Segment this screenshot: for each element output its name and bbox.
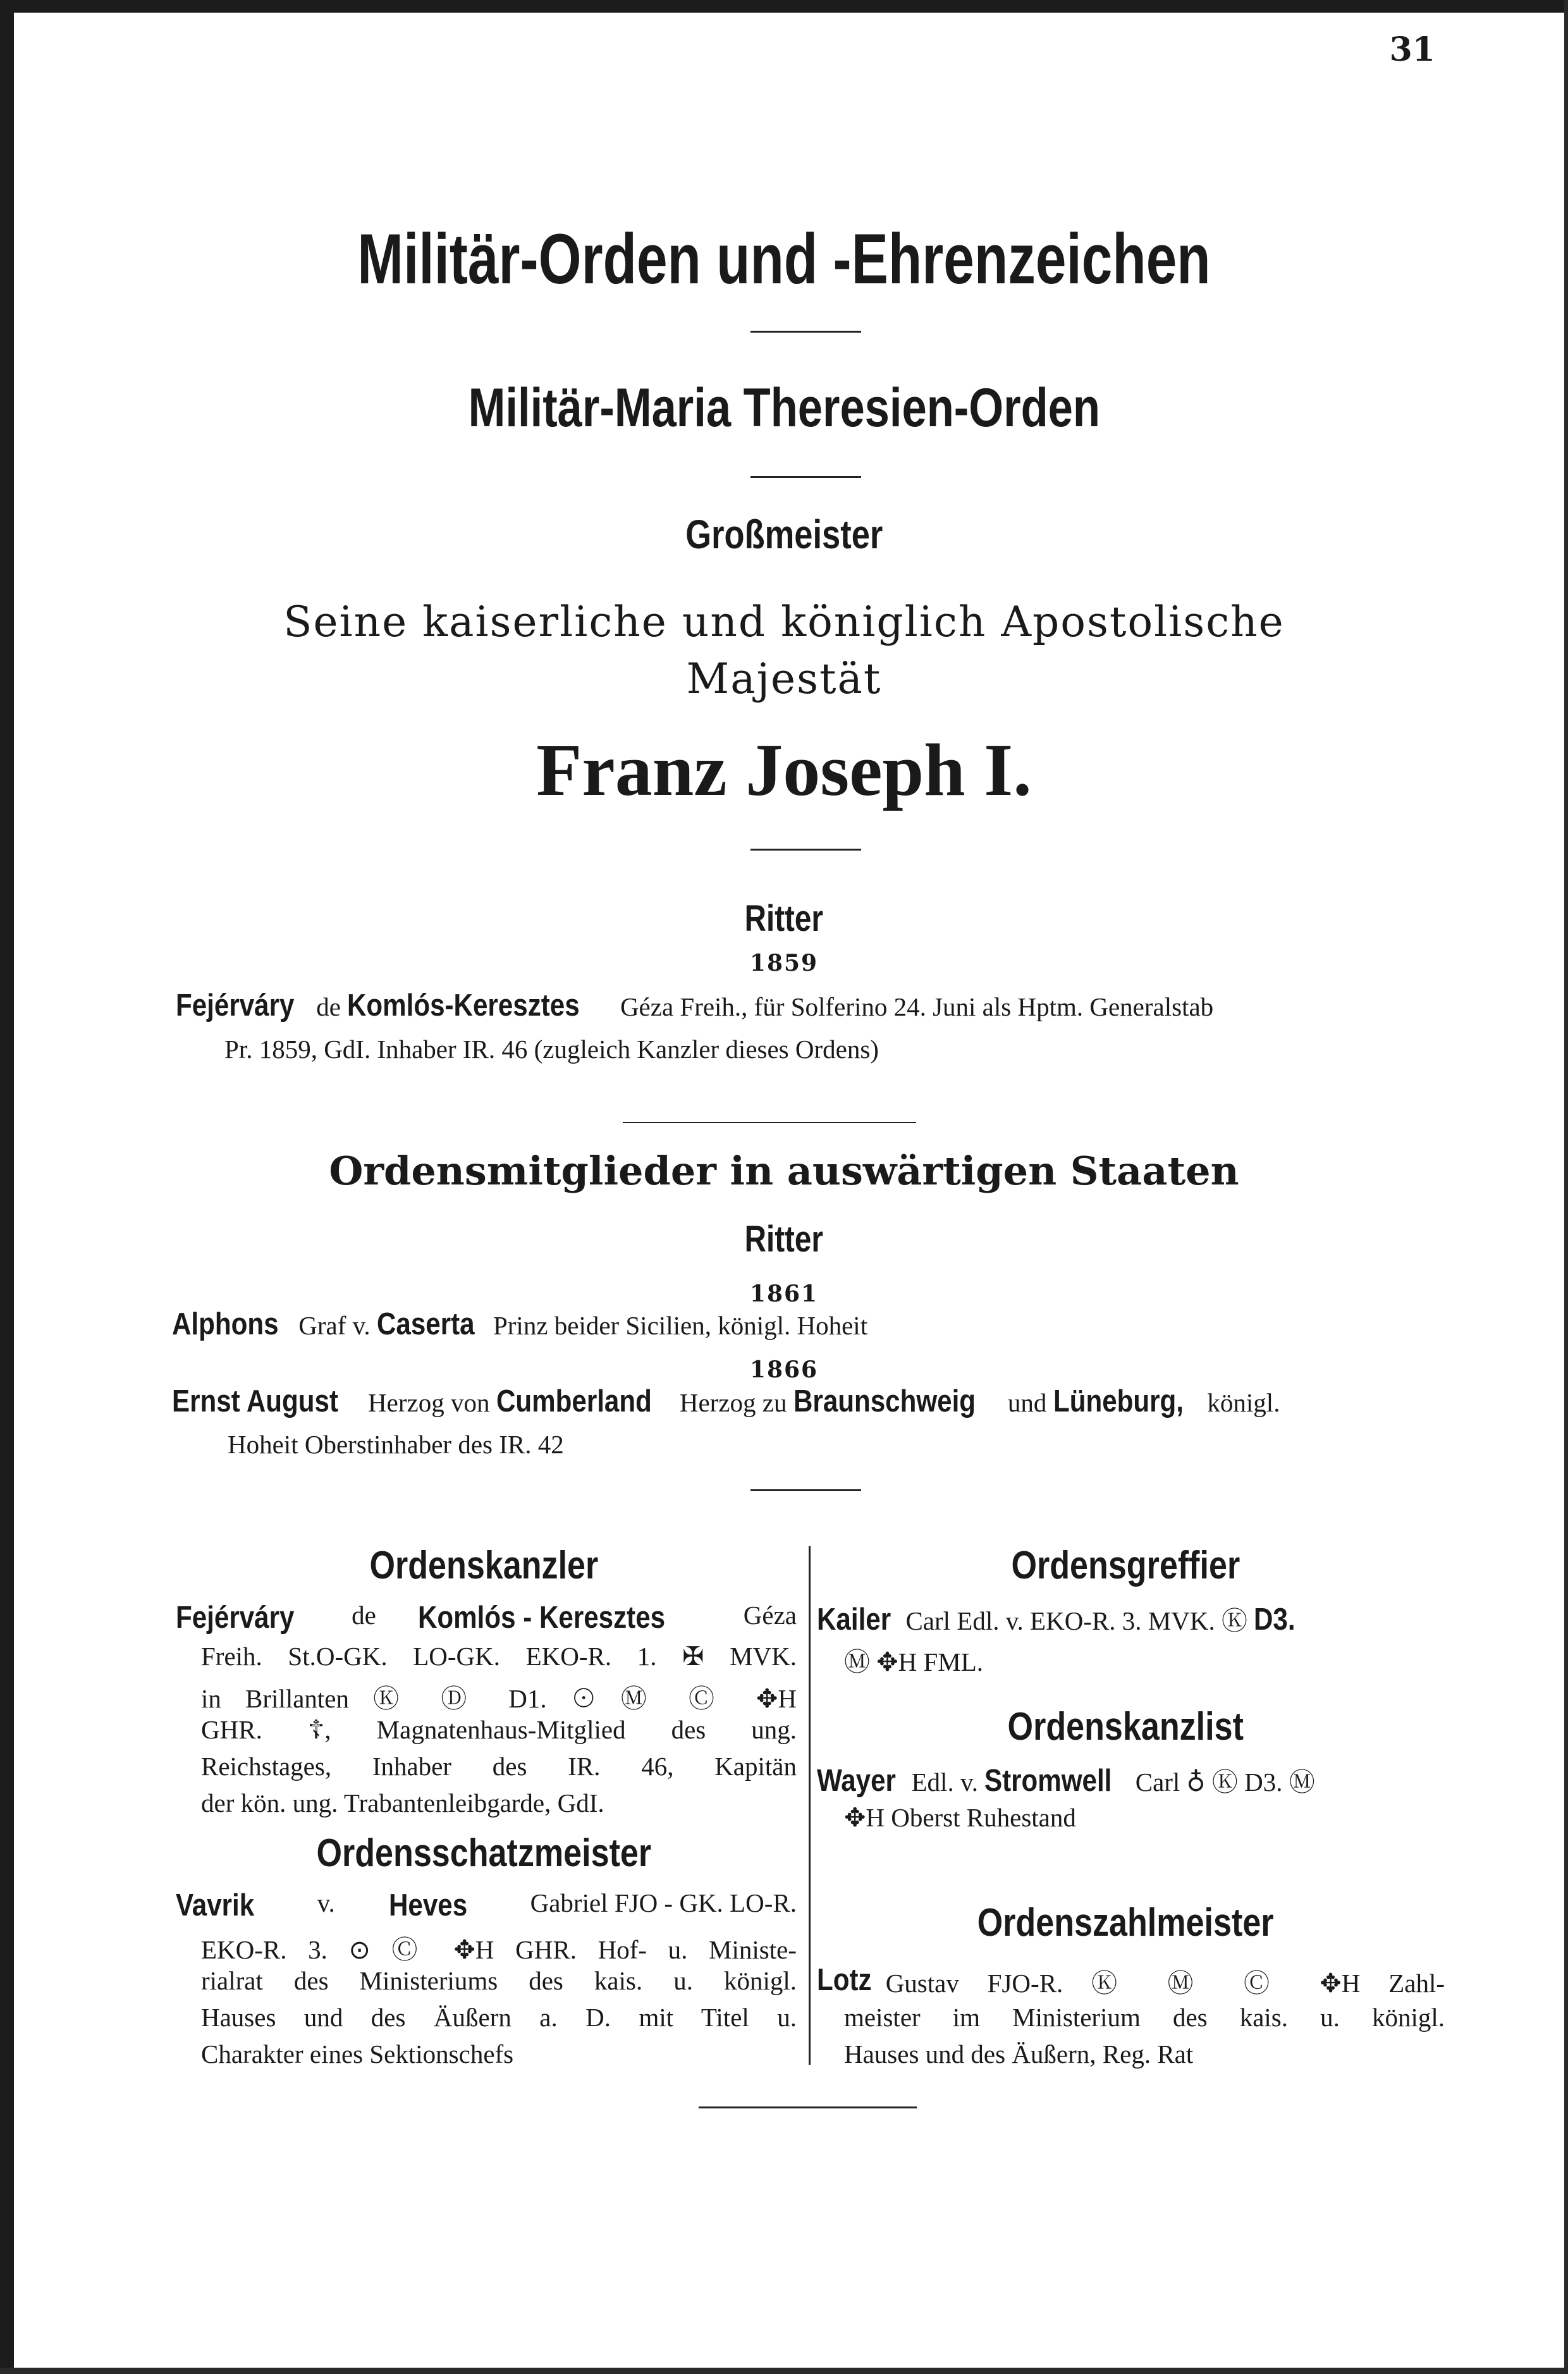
knight-entry-line2: Pr. 1859, GdI. Inhaber IR. 46 (zugleich Kanzler dieses Ordens): [224, 1035, 879, 1064]
divider: [699, 2106, 917, 2108]
chancellor-entry-line: in Brillanten Ⓚ Ⓓ D1. ⊙ Ⓜ Ⓒ ✥H: [201, 1684, 797, 1713]
clerk-entry-line1: Wayer Edl. v. Stromwell Carl ♁ Ⓚ D3. Ⓜ: [817, 1764, 1315, 1798]
page-number: 31: [1389, 30, 1435, 69]
page-title: Militär-Orden und -Ehrenzeichen: [357, 219, 1211, 298]
grand-master-title-line2: Majestät: [686, 655, 882, 703]
order-title: Militär-Maria Theresien-Orden: [468, 378, 1100, 438]
treasurer-entry-line: EKO-R. 3. ⊙ Ⓒ ✥H GHR. Hof- u. Ministe-: [201, 1935, 797, 1964]
clerk-entry-line2: ✥H Oberst Ruhestand: [844, 1803, 1076, 1832]
chancellor-entry-line: der kön. ung. Trabantenleibgarde, GdI.: [201, 1788, 604, 1817]
chancellor-entry-line: GHR. ☦, Magnatenhaus-Mitglied des ung.: [201, 1715, 797, 1744]
foreign-entry: Alphons Graf v. Caserta Prinz beider Sicilien, königl. Hoheit: [172, 1307, 868, 1341]
paymaster-heading: Ordenszahlmeister: [977, 1901, 1274, 1945]
treasurer-entry-line1: Vavrik v. Heves Gabriel FJO - GK. LO-R.: [176, 1888, 797, 1922]
foreign-entry-year: 1866: [749, 1356, 819, 1383]
treasurer-entry-line: Hauses und des Äußern a. D. mit Titel u.: [201, 2003, 797, 2032]
treasurer-heading: Ordensschatzmeister: [316, 1831, 651, 1875]
grand-master-name: Franz Joseph I.: [536, 729, 1032, 811]
foreign-entry-line2: Hoheit Oberstinhaber des IR. 42: [228, 1430, 564, 1459]
grand-master-heading: Großmeister: [685, 512, 883, 557]
foreign-knights-heading: Ritter: [744, 1219, 824, 1260]
chancellor-entry-line: Freih. St.O-GK. LO-GK. EKO-R. 1. ✠ MVK.: [201, 1642, 797, 1671]
paymaster-entry-line: meister im Ministerium des kais. u. königl.: [844, 2003, 1445, 2032]
foreign-members-heading: Ordensmitglieder in auswärtigen Staaten: [329, 1148, 1239, 1194]
divider: [750, 1489, 861, 1491]
chancellor-entry-line1: Fejérváry de Komlós - Keresztes Géza: [176, 1601, 797, 1635]
clerk-heading: Ordenskanzlist: [1007, 1705, 1244, 1749]
paymaster-entry-line1: Lotz Gustav FJO-R. Ⓚ Ⓜ Ⓒ ✥H Zahl-: [817, 1963, 1445, 1998]
treasurer-entry-line: Charakter eines Sektionschefs: [201, 2039, 514, 2069]
chancellor-entry-line: Reichstages, Inhaber des IR. 46, Kapitän: [201, 1752, 797, 1781]
chancellor-heading: Ordenskanzler: [369, 1544, 598, 1587]
foreign-entry-year: 1861: [749, 1281, 819, 1307]
divider: [623, 1122, 916, 1123]
registrar-heading: Ordensgreffier: [1011, 1544, 1240, 1587]
divider: [750, 476, 861, 478]
divider: [750, 849, 861, 851]
scan-border-bottom: [0, 2368, 1568, 2374]
treasurer-entry-line: rialrat des Ministeriums des kais. u. königl.: [201, 1966, 797, 1995]
grand-master-title-line1: Seine kaiserliche und königlich Apostolische: [283, 598, 1285, 646]
scan-border-top: [0, 0, 1568, 13]
registrar-entry-line1: Kailer Carl Edl. v. EKO-R. 3. MVK. Ⓚ D3.: [817, 1602, 1295, 1637]
divider: [750, 331, 861, 333]
paymaster-entry-line: Hauses und des Äußern, Reg. Rat: [844, 2039, 1194, 2069]
knight-entry-line1: Fejérváry de Komlós-Keresztes Géza Freih., für Solferino 24. Juni als Hptm. Generalstab: [176, 988, 1214, 1023]
knights-year: 1859: [749, 950, 819, 976]
foreign-entry: Ernst August Herzog von Cumberland Herzog zu Braunschweig und Lüneburg, königl.: [172, 1384, 1280, 1418]
registrar-entry-line2: Ⓜ ✥H FML.: [844, 1647, 984, 1676]
knights-heading: Ritter: [744, 898, 824, 939]
column-divider: [809, 1546, 811, 2065]
